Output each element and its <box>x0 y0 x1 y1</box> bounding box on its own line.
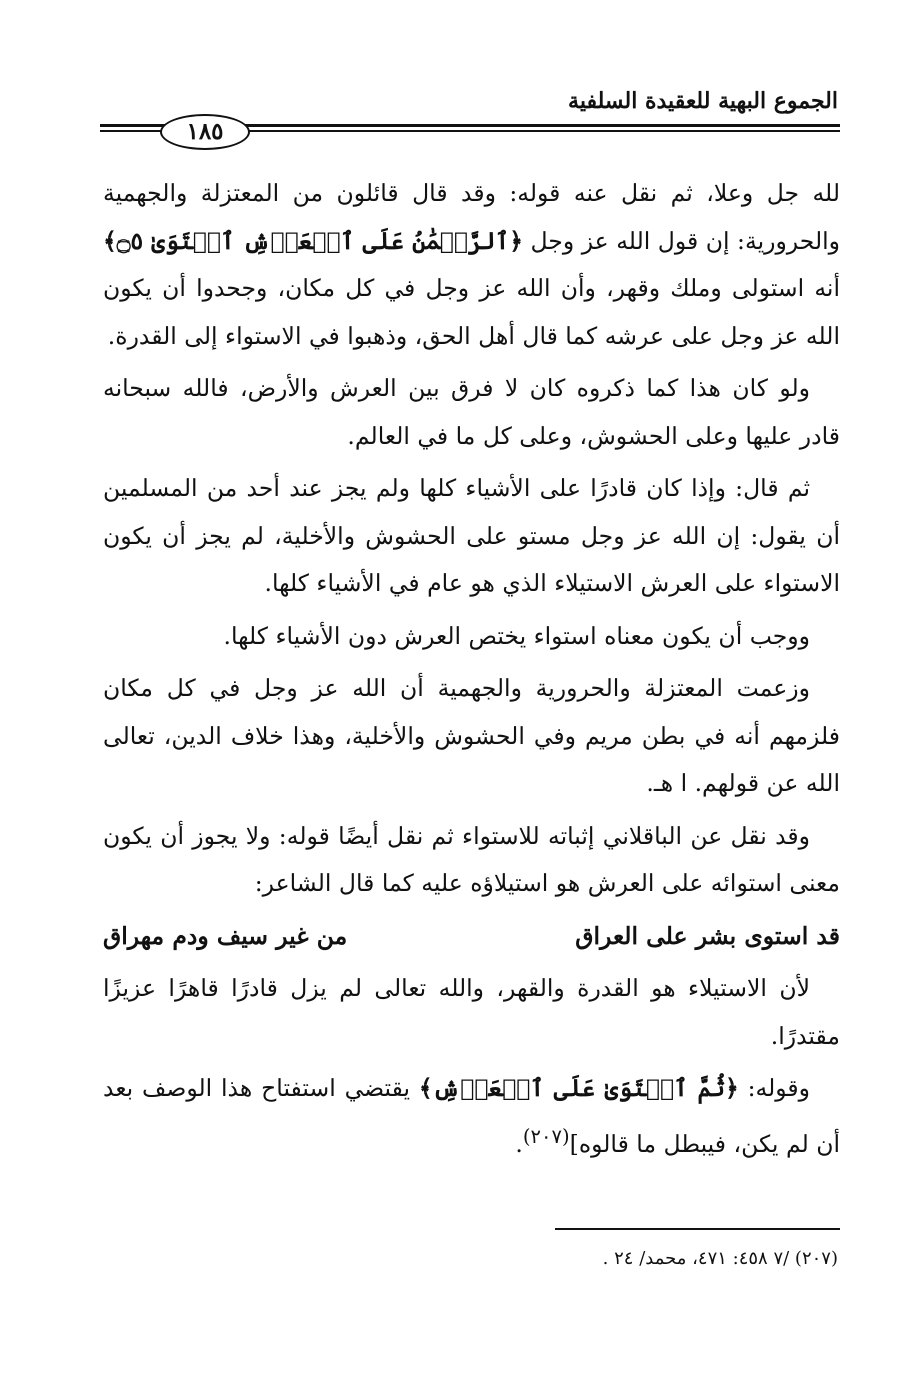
paragraph-1-text-b: أنه استولى وملك وقهر، وأن الله عز وجل في كل مكان، وجحدوا أن يكون الله عز وجل على عرشه كما قال أهل الحق، وذهبوا في الاستواء إلى القدرة. <box>103 274 840 350</box>
poetry-verse <box>103 913 840 961</box>
paragraph-8-text-a: وقوله: <box>738 1074 810 1102</box>
paragraph-8 <box>103 1065 840 1168</box>
verse-second-hemistich: من غير سيف ودم مهراق <box>103 921 348 950</box>
body-text <box>103 170 840 1173</box>
page-number: ١٨٥ <box>160 114 250 150</box>
paragraph-8-text-b: يقتضي استفتاح هذا الوصف بعد أن لم يكن، فيبطل ما قالوه] <box>103 1074 840 1158</box>
footnote-separator <box>555 1228 840 1230</box>
paragraph-8-end: . <box>515 1129 523 1158</box>
paragraph-4: ووجب أن يكون معناه استواء يختص العرش دون الأشياء كلها. <box>223 621 810 650</box>
footnote-reference[interactable]: (٢٠٧) <box>522 1124 570 1148</box>
running-title: الجموع البهية للعقيدة السلفية <box>568 88 838 114</box>
paragraph-1-text-a: لله جل وعلا، ثم نقل عنه قوله: وقد قال قائلون من المعتزلة والجهمية والحرورية: إن قول الله عز وجل <box>103 179 840 255</box>
paragraph-1 <box>103 170 840 360</box>
paragraph-5: وزعمت المعتزلة والحرورية والجهمية أن الله عز وجل في كل مكان فلزمهم أنه في بطن مريم وفي الحشوش والأخلية، وهذا خلاف الدين، تعالى الله عن قولهم. ا هـ. <box>103 674 840 797</box>
paragraph-3: ثم قال: وإذا كان قادرًا على الأشياء كلها ولم يجز عند أحد من المسلمين أن يقول: إن الله عز وجل مستو على الحشوش والأخلية، لم يجز أن يكون الاستواء على العرش الاستيلاء الذي هو عام في الأشياء كلها. <box>103 474 840 597</box>
verse-first-hemistich: قد استوى بشر على العراق <box>575 921 840 950</box>
quran-quote-1: ﴿ٱلرَّحۡمَٰنُ عَلَى ٱلۡعَرۡشِ ٱسۡتَوَىٰ ۝٥﴾ <box>103 226 523 255</box>
paragraph-6: وقد نقل عن الباقلاني إثباته للاستواء ثم نقل أيضًا قوله: ولا يجوز أن يكون معنى استوائه على العرش هو استيلاؤه عليه كما قال الشاعر: <box>103 821 840 897</box>
footnote: (٢٠٧) /٧ ٤٥٨: ٤٧١، محمد/ ٢٤ . <box>602 1248 838 1269</box>
paragraph-7: لأن الاستيلاء هو القدرة والقهر، والله تعالى لم يزل قادرًا قاهرًا عزيزًا مقتدرًا. <box>103 974 840 1050</box>
quran-quote-2: ﴿ثُمَّ ٱسۡتَوَىٰ عَلَى ٱلۡعَرۡشِ﴾ <box>418 1074 739 1102</box>
paragraph-2: ولو كان هذا كما ذكروه كان لا فرق بين العرش والأرض، فالله سبحانه قادر عليها وعلى الحشوش، وعلى كل ما في العالم. <box>103 374 840 450</box>
